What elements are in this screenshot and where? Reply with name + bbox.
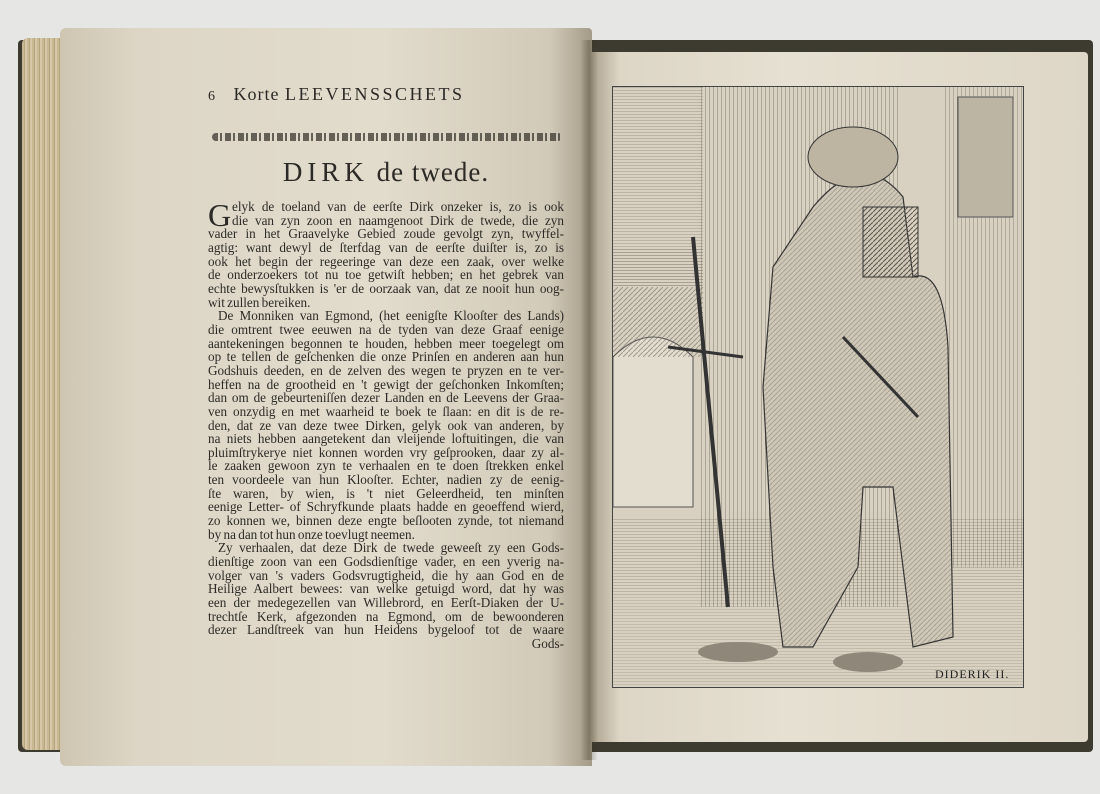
text-line: die omtrent twee eeuwen na de tyden van deze Graaf eenige <box>208 321 564 337</box>
running-head-title: LEEVENSSCHETS <box>284 84 465 104</box>
text-line: ten voordeele van hun Klooſter. Echter, nadien zy de eenig- <box>208 472 564 488</box>
engraving-plate <box>612 86 1024 688</box>
text-line: by na dan tot hun onze toevlugt neemen. <box>208 526 415 542</box>
text-line: elyk de toeland van de eerſte Dirk onzeker is, zo is ook <box>232 199 564 214</box>
chapter-title-caps: DIRK <box>282 157 369 187</box>
text-line: Zy verhaalen, dat deze Dirk de twede geweeſt zy een Gods- <box>218 540 564 556</box>
text-line: volger van 's vaders Godsvrugtigheid, die hy aan God en de <box>208 567 564 583</box>
text-line: de onderzoekers tot nu toe getwiſt hebben; en het gebrek van <box>208 267 564 283</box>
chapter-title <box>208 157 564 188</box>
body-text <box>208 197 564 651</box>
text-line: ook het begin der regeeringe van deze een zaak, over welke <box>208 253 564 269</box>
text-line: De Monniken van Egmond, (het eenigſte Klooſter des Lands) <box>218 308 564 324</box>
engraving-diederik <box>613 87 1023 687</box>
plate-caption: DIDERIK II. <box>935 667 1010 681</box>
drop-cap: G <box>208 197 232 233</box>
text-line: ſte waren, by wien, is 't niet Geleerdheid, ten minſten <box>208 485 564 501</box>
text-line: op te tellen de geſchenken die onze Prinſen en anderen aan hun <box>208 349 564 365</box>
text-line: na niets hebben aangetekent dan vleijende loftuitingen, die van <box>208 431 564 447</box>
book-gutter <box>580 40 598 760</box>
text-line: vader in het Graavelyke Gebied zoude gevolgt zyn, twyffel- <box>208 226 564 242</box>
text-line: echte bewysſtukken is 'er de oorzaak van, dat ze nooit hun oog- <box>208 280 564 296</box>
page-number: 6 <box>208 89 216 104</box>
chapter-title-rest: de twede. <box>376 157 490 187</box>
text-line: wit zullen bereiken. <box>208 294 311 310</box>
text-line: le zaaken gewoon zyn te verhaalen en te doen ſtrekken enkel <box>208 458 564 474</box>
text-line: agtig: want dewyl de ſterfdag van de eerſte duiſter is, zo is <box>208 239 564 255</box>
text-line: eenige Letter- of Schryfkunde plaats hadde en geoeffend wierd, <box>208 499 564 515</box>
text-line: dezer Landſtreek van hun Heidens bygeloof tot de waare <box>208 622 564 638</box>
left-page-text <box>208 84 564 651</box>
text-line: aantekeningen begonnen te houden, hebben meer toegelegt om <box>208 335 564 351</box>
text-line: dan om de gebeurteniſſen dezer Landen en de Leevens der Graa- <box>208 390 564 406</box>
text-line: een der medegezellen van Willebrord, en Eerſt-Diaken der U- <box>208 595 564 611</box>
running-head-prefix: Korte <box>233 84 280 104</box>
catchword: Gods- <box>531 636 564 651</box>
text-line: den, dat ze van deze twee Dirken, gelyk ook van anderen, by <box>208 417 564 433</box>
text-line: heffen na de grootheid en 't gewigt der geſchonken Inkomſten; <box>208 376 564 392</box>
text-line: pluimſtrykerye niet konnen worden vry geſprooken, daar zy al- <box>208 444 564 460</box>
text-line: Heilige Aalbert bewees: van welke getuigd word, dat hy was <box>208 581 564 597</box>
ornamental-rule <box>212 133 562 141</box>
text-line: zo konnen we, binnen deze engte beſlooten zynde, tot niemand <box>208 513 564 529</box>
text-line: ven onzydig en met waarheid te boek te ſlaan: en dit is de re- <box>208 403 564 419</box>
text-line: die van zyn zoon en naamgenoot Dirk de twede, die zyn <box>232 212 564 228</box>
text-line: trechtſe Kerk, afgezonden na Egmond, om de bewoonderen <box>208 608 564 624</box>
running-head <box>208 84 564 105</box>
text-line: dienſtige zoon van een Godsdienſtige vader, en een yverig na- <box>208 554 564 570</box>
text-line: Godshuis deeden, en de zelven des wegen te pryzen en te ver- <box>208 362 564 378</box>
